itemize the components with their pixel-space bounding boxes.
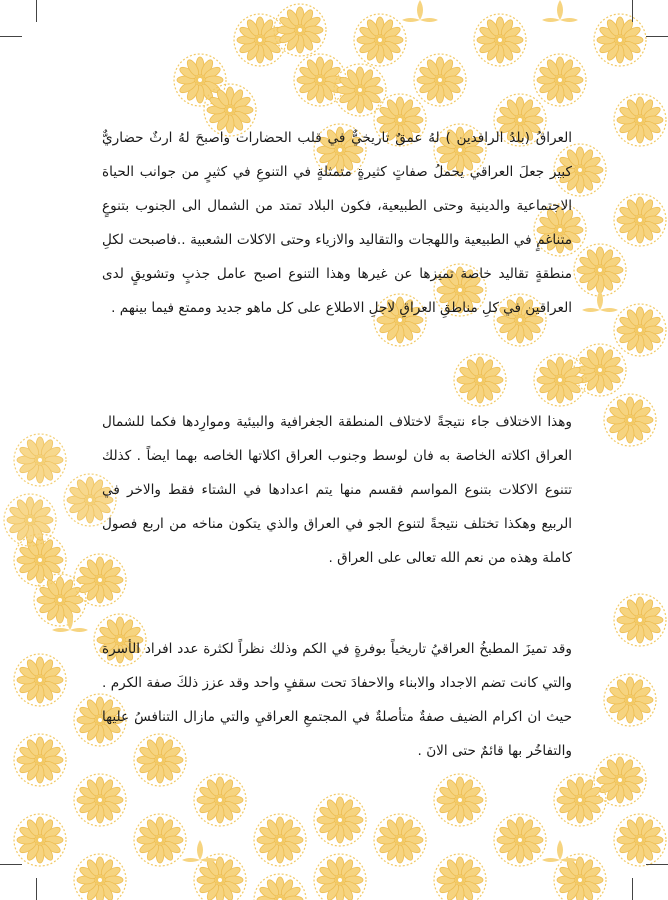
- paragraph-history: العراقُ (بلدُ الرافدين ) لهُ عمقٌ تاريخيٌّ في قلب الحضارات واصبحَ لهُ ارثٌ حضاريٌّ كبير جعلَ العراقي يحملُ صفاتٍ كثيرةٍ متمثلةٍ في التنوعِ في كثيرٍ من جوانب الحياة الاجتماعية والدينية وحتى الطبيعية، فكون البلاد تمتد من الشمال الى الجنوب بتنوعٍ متناغمٍ في الطبيعية واللهجات والتقاليد والازياء وحتى الاكلات الشعبية ..فاصبحت لكلِ منطقةٍ تقاليد خاصة تميزها عن غيرها وهذا التنوع اصبح عامل جذبٍ وتشويقٍ لدى العراقين في كلِ مناطقِ العراقِ لاجلِ الاطلاع على كل ماهو جديد وممتع فيما بينهم .: [102, 129, 572, 316]
- crop-mark: [0, 36, 22, 37]
- crop-mark: [646, 36, 668, 37]
- crop-mark: [632, 878, 633, 900]
- crop-mark: [632, 0, 633, 22]
- paragraph-generosity: وقد تميزَ المطبخُ العراقيُ تاريخياً بوفرةٍ في الكم وذلك نظراً لكثرة عدد افراد الأسرة والتي كانت تضم الاجداد والابناء والاحفادَ تحت سقفٍ واحد وقد عزز ذلكَ صفة الكرم . حيث ان اكرام الضيف صفةٌ متأصلةٌ في المجتمعِ العراقيِ والتي مازال التنافسُ عليها والتفاخُر بها قائمٌ حتى الانَ .: [102, 640, 572, 759]
- paragraph-regional-diversity: وهذا الاختلاف جاء نتيجةً لاختلاف المنطقة الجغرافية والبيئية وموارِدها فكما للشمال العراق اكلاته الخاصة به فان لوسط وجنوب العراق اكلاتها الخاصه بهما ايضاً . كذلك تتنوع الاكلات بتنوع المواسم فقسم منها يتم اعدادها في الشتاء فقط والاخر في الربيع وهكذا تختلف نتيجةً لتنوع الجو في العراق والذي يتكون مناخه من اربع فصول كاملة وهذه من نعم الله تعالى على العراق .: [102, 413, 572, 566]
- crop-mark: [36, 0, 37, 22]
- crop-mark: [0, 864, 22, 865]
- crop-mark: [646, 864, 668, 865]
- crop-mark: [36, 878, 37, 900]
